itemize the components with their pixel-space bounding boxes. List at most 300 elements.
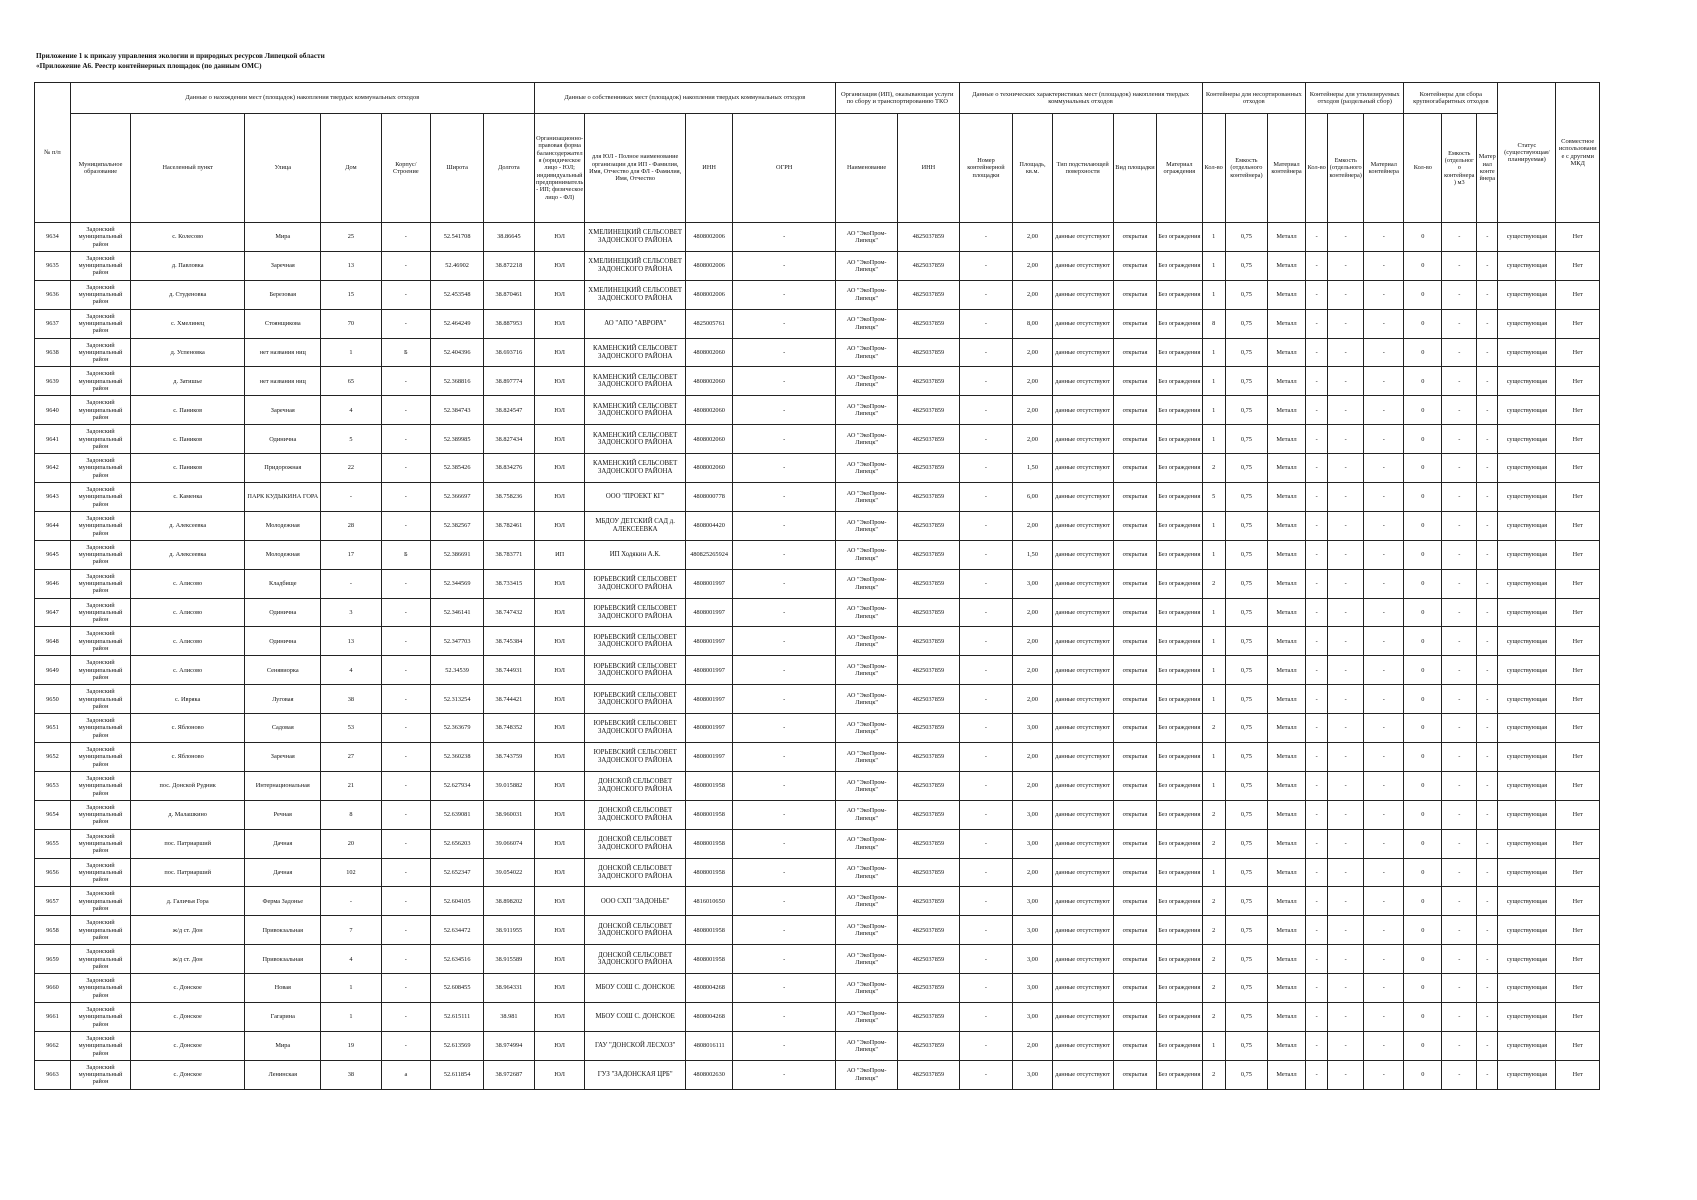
cell-surface-type: данные отсутствуют xyxy=(1052,829,1113,858)
cell-recycled-capacity: - xyxy=(1328,945,1364,974)
table-body xyxy=(35,223,1600,1090)
cell-fence-material: Без ограждения xyxy=(1157,974,1202,1003)
cell-surface-type: данные отсутствуют xyxy=(1052,367,1113,396)
cell-site-number: - xyxy=(959,771,1013,800)
cell-recycled-capacity: - xyxy=(1328,714,1364,743)
cell-status: существующая xyxy=(1498,540,1556,569)
cell-owner-name: АО "АПО "АВРОРА" xyxy=(585,309,685,338)
cell-recycled-material: - xyxy=(1364,858,1404,887)
cell-house: 70 xyxy=(321,309,381,338)
cell-settlement: с. Яблоново xyxy=(131,714,245,743)
cell-org-name: АО "ЭкоПром-Липецк" xyxy=(835,511,897,540)
col-recycled-material: Материал контейнера xyxy=(1364,114,1404,223)
cell-fence-material: Без ограждения xyxy=(1157,540,1202,569)
cell-bulky-capacity: - xyxy=(1442,714,1477,743)
cell-legal-form: ЮЛ xyxy=(534,858,585,887)
cell-street: Сенявиорка xyxy=(245,656,321,685)
cell-longitude: 38.960031 xyxy=(484,800,535,829)
cell-area: 3,00 xyxy=(1013,1060,1052,1089)
cell-unsorted-count: 2 xyxy=(1202,1060,1225,1089)
cell-longitude: 38.747432 xyxy=(484,598,535,627)
cell-unsorted-count: 2 xyxy=(1202,714,1225,743)
cell-shared-use: Нет xyxy=(1556,338,1600,367)
cell-surface-type: данные отсутствуют xyxy=(1052,858,1113,887)
cell-recycled-capacity: - xyxy=(1328,338,1364,367)
cell-site-type: открытая xyxy=(1113,251,1156,280)
cell-row-number: 9647 xyxy=(35,598,71,627)
cell-site-type: открытая xyxy=(1113,511,1156,540)
cell-unsorted-capacity: 0,75 xyxy=(1225,454,1267,483)
cell-owner-inn: 4808002006 xyxy=(685,280,733,309)
cell-unsorted-material: Металл xyxy=(1268,685,1306,714)
cell-fence-material: Без ограждения xyxy=(1157,367,1202,396)
cell-shared-use: Нет xyxy=(1556,483,1600,512)
cell-row-number: 9658 xyxy=(35,916,71,945)
col-house: Дом xyxy=(321,114,381,223)
cell-house: 4 xyxy=(321,945,381,974)
cell-unsorted-material: Металл xyxy=(1268,714,1306,743)
cell-fence-material: Без ограждения xyxy=(1157,887,1202,916)
cell-settlement: д. Успеновка xyxy=(131,338,245,367)
cell-shared-use: Нет xyxy=(1556,511,1600,540)
cell-unsorted-capacity: 0,75 xyxy=(1225,1031,1267,1060)
cell-org-inn: 4825037859 xyxy=(898,974,959,1003)
cell-bulky-material: - xyxy=(1477,223,1498,252)
cell-owner-name: КАМЕНСКИЙ СЕЛЬСОВЕТ ЗАДОНСКОГО РАЙОНА xyxy=(585,367,685,396)
col-shared-use: Совместное использование с другими МКД xyxy=(1556,83,1600,223)
cell-row-number: 9638 xyxy=(35,338,71,367)
cell-fence-material: Без ограждения xyxy=(1157,1060,1202,1089)
cell-surface-type: данные отсутствуют xyxy=(1052,338,1113,367)
cell-shared-use: Нет xyxy=(1556,743,1600,772)
cell-org-inn: 4825037859 xyxy=(898,223,959,252)
cell-unsorted-capacity: 0,75 xyxy=(1225,511,1267,540)
cell-street: Мира xyxy=(245,223,321,252)
cell-bulky-capacity: - xyxy=(1442,1003,1477,1032)
cell-owner-inn: 4808001997 xyxy=(685,598,733,627)
cell-owner-name: ХМЕЛИНЕЦКИЙ СЕЛЬСОВЕТ ЗАДОНСКОГО РАЙОНА xyxy=(585,223,685,252)
table-row xyxy=(35,714,1600,743)
cell-bulky-capacity: - xyxy=(1442,280,1477,309)
cell-latitude: 52.604105 xyxy=(431,887,484,916)
cell-bulky-material: - xyxy=(1477,569,1498,598)
cell-bulky-material: - xyxy=(1477,800,1498,829)
cell-legal-form: ЮЛ xyxy=(534,627,585,656)
col-municipality: Муниципальное образование xyxy=(70,114,130,223)
cell-latitude: 52.627934 xyxy=(431,771,484,800)
cell-recycled-count: - xyxy=(1306,251,1328,280)
cell-legal-form: ЮЛ xyxy=(534,685,585,714)
cell-owner-ogrn: - xyxy=(733,916,836,945)
cell-org-inn: 4825037859 xyxy=(898,309,959,338)
cell-house: - xyxy=(321,887,381,916)
cell-longitude: 38.86645 xyxy=(484,223,535,252)
cell-area: 1,50 xyxy=(1013,454,1052,483)
cell-bulky-count: 0 xyxy=(1404,280,1442,309)
cell-recycled-count: - xyxy=(1306,1060,1328,1089)
cell-municipality: Задонский муниципальный район xyxy=(70,1060,130,1089)
cell-unsorted-count: 1 xyxy=(1202,656,1225,685)
cell-legal-form: ЮЛ xyxy=(534,974,585,1003)
cell-unsorted-material: Металл xyxy=(1268,945,1306,974)
cell-status: существующая xyxy=(1498,569,1556,598)
cell-row-number: 9662 xyxy=(35,1031,71,1060)
cell-legal-form: ЮЛ xyxy=(534,511,585,540)
cell-org-inn: 4825037859 xyxy=(898,945,959,974)
cell-street: Интернациональная xyxy=(245,771,321,800)
cell-status: существующая xyxy=(1498,396,1556,425)
cell-unsorted-count: 1 xyxy=(1202,627,1225,656)
cell-area: 2,00 xyxy=(1013,338,1052,367)
cell-recycled-capacity: - xyxy=(1328,598,1364,627)
cell-bulky-material: - xyxy=(1477,945,1498,974)
cell-house: 25 xyxy=(321,223,381,252)
cell-site-type: открытая xyxy=(1113,743,1156,772)
table-row xyxy=(35,800,1600,829)
cell-recycled-material: - xyxy=(1364,223,1404,252)
cell-row-number: 9660 xyxy=(35,974,71,1003)
cell-municipality: Задонский муниципальный район xyxy=(70,945,130,974)
cell-recycled-count: - xyxy=(1306,280,1328,309)
table-row xyxy=(35,396,1600,425)
cell-building: - xyxy=(381,887,431,916)
cell-bulky-count: 0 xyxy=(1404,916,1442,945)
cell-fence-material: Без ограждения xyxy=(1157,800,1202,829)
cell-owner-ogrn: - xyxy=(733,367,836,396)
cell-bulky-capacity: - xyxy=(1442,454,1477,483)
cell-street: Дачная xyxy=(245,829,321,858)
cell-unsorted-material: Металл xyxy=(1268,338,1306,367)
cell-recycled-count: - xyxy=(1306,887,1328,916)
cell-owner-ogrn: - xyxy=(733,280,836,309)
cell-recycled-material: - xyxy=(1364,367,1404,396)
cell-recycled-material: - xyxy=(1364,1031,1404,1060)
cell-recycled-material: - xyxy=(1364,454,1404,483)
cell-unsorted-count: 1 xyxy=(1202,540,1225,569)
cell-unsorted-capacity: 0,75 xyxy=(1225,1003,1267,1032)
cell-latitude: 52.615111 xyxy=(431,1003,484,1032)
cell-bulky-capacity: - xyxy=(1442,945,1477,974)
cell-org-inn: 4825037859 xyxy=(898,887,959,916)
cell-shared-use: Нет xyxy=(1556,800,1600,829)
cell-bulky-count: 0 xyxy=(1404,887,1442,916)
cell-owner-ogrn: - xyxy=(733,309,836,338)
cell-building: - xyxy=(381,685,431,714)
cell-status: существующая xyxy=(1498,223,1556,252)
cell-longitude: 38.981 xyxy=(484,1003,535,1032)
col-status: Статус (существующая/ планируемая) xyxy=(1498,83,1556,223)
cell-building: - xyxy=(381,425,431,454)
cell-municipality: Задонский муниципальный район xyxy=(70,454,130,483)
cell-settlement: с. Паников xyxy=(131,454,245,483)
cell-area: 3,00 xyxy=(1013,887,1052,916)
cell-org-name: АО "ЭкоПром-Липецк" xyxy=(835,483,897,512)
cell-recycled-capacity: - xyxy=(1328,511,1364,540)
cell-settlement: с. Хмелинец xyxy=(131,309,245,338)
cell-owner-name: ЮРЬЕВСКИЙ СЕЛЬСОВЕТ ЗАДОНСКОГО РАЙОНА xyxy=(585,627,685,656)
cell-recycled-capacity: - xyxy=(1328,829,1364,858)
cell-org-name: АО "ЭкоПром-Липецк" xyxy=(835,280,897,309)
cell-bulky-count: 0 xyxy=(1404,1031,1442,1060)
cell-legal-form: ЮЛ xyxy=(534,1003,585,1032)
cell-municipality: Задонский муниципальный район xyxy=(70,425,130,454)
cell-status: существующая xyxy=(1498,1003,1556,1032)
cell-unsorted-count: 1 xyxy=(1202,743,1225,772)
cell-site-type: открытая xyxy=(1113,1060,1156,1089)
cell-owner-name: ДОНСКОЙ СЕЛЬСОВЕТ ЗАДОНСКОГО РАЙОНА xyxy=(585,916,685,945)
cell-recycled-material: - xyxy=(1364,396,1404,425)
cell-legal-form: ЮЛ xyxy=(534,223,585,252)
table-row xyxy=(35,916,1600,945)
cell-unsorted-material: Металл xyxy=(1268,396,1306,425)
cell-area: 2,00 xyxy=(1013,656,1052,685)
cell-recycled-material: - xyxy=(1364,280,1404,309)
cell-owner-name: ООО "ПРОЕКТ КГ" xyxy=(585,483,685,512)
cell-longitude: 38.870461 xyxy=(484,280,535,309)
cell-bulky-capacity: - xyxy=(1442,627,1477,656)
cell-shared-use: Нет xyxy=(1556,945,1600,974)
cell-unsorted-capacity: 0,75 xyxy=(1225,685,1267,714)
cell-unsorted-material: Металл xyxy=(1268,598,1306,627)
col-longitude: Долгота xyxy=(484,114,535,223)
cell-bulky-count: 0 xyxy=(1404,974,1442,1003)
cell-owner-inn: 4808004420 xyxy=(685,511,733,540)
cell-building: - xyxy=(381,511,431,540)
cell-org-name: АО "ЭкоПром-Липецк" xyxy=(835,858,897,887)
cell-owner-inn: 4808002630 xyxy=(685,1060,733,1089)
cell-latitude: 52.453548 xyxy=(431,280,484,309)
col-street: Улица xyxy=(245,114,321,223)
cell-owner-inn: 4808002060 xyxy=(685,454,733,483)
cell-site-number: - xyxy=(959,1060,1013,1089)
cell-fence-material: Без ограждения xyxy=(1157,598,1202,627)
cell-surface-type: данные отсутствуют xyxy=(1052,511,1113,540)
cell-status: существующая xyxy=(1498,858,1556,887)
cell-settlement: пос. Патриарший xyxy=(131,829,245,858)
cell-longitude: 38.872218 xyxy=(484,251,535,280)
cell-street: Березовая xyxy=(245,280,321,309)
cell-unsorted-capacity: 0,75 xyxy=(1225,338,1267,367)
cell-street: Заречная xyxy=(245,251,321,280)
cell-building: - xyxy=(381,771,431,800)
cell-bulky-count: 0 xyxy=(1404,1060,1442,1089)
cell-shared-use: Нет xyxy=(1556,1031,1600,1060)
cell-owner-inn: 4808004268 xyxy=(685,1003,733,1032)
cell-bulky-capacity: - xyxy=(1442,800,1477,829)
cell-legal-form: ЮЛ xyxy=(534,425,585,454)
cell-house: 65 xyxy=(321,367,381,396)
cell-municipality: Задонский муниципальный район xyxy=(70,511,130,540)
cell-settlement: с. Донское xyxy=(131,1031,245,1060)
col-owner-inn: ИНН xyxy=(685,114,733,223)
cell-site-number: - xyxy=(959,1003,1013,1032)
cell-owner-inn: 4808001997 xyxy=(685,743,733,772)
cell-bulky-count: 0 xyxy=(1404,396,1442,425)
cell-recycled-material: - xyxy=(1364,771,1404,800)
cell-org-name: АО "ЭкоПром-Липецк" xyxy=(835,887,897,916)
cell-owner-name: ДОНСКОЙ СЕЛЬСОВЕТ ЗАДОНСКОГО РАЙОНА xyxy=(585,771,685,800)
cell-surface-type: данные отсутствуют xyxy=(1052,627,1113,656)
cell-building: - xyxy=(381,598,431,627)
cell-unsorted-capacity: 0,75 xyxy=(1225,714,1267,743)
cell-unsorted-material: Металл xyxy=(1268,743,1306,772)
table-row xyxy=(35,945,1600,974)
cell-owner-name: ЮРЬЕВСКИЙ СЕЛЬСОВЕТ ЗАДОНСКОГО РАЙОНА xyxy=(585,685,685,714)
cell-site-number: - xyxy=(959,454,1013,483)
cell-recycled-capacity: - xyxy=(1328,367,1364,396)
cell-site-number: - xyxy=(959,511,1013,540)
cell-row-number: 9640 xyxy=(35,396,71,425)
cell-area: 3,00 xyxy=(1013,800,1052,829)
cell-shared-use: Нет xyxy=(1556,714,1600,743)
cell-unsorted-capacity: 0,75 xyxy=(1225,771,1267,800)
cell-bulky-count: 0 xyxy=(1404,771,1442,800)
cell-unsorted-material: Металл xyxy=(1268,887,1306,916)
header-line-1: Приложение 1 к приказу управления экологии и природных ресурсов Липецкой области xyxy=(36,52,325,60)
cell-org-inn: 4825037859 xyxy=(898,483,959,512)
cell-house: 38 xyxy=(321,685,381,714)
table-row xyxy=(35,858,1600,887)
cell-org-inn: 4825037859 xyxy=(898,685,959,714)
cell-status: существующая xyxy=(1498,367,1556,396)
cell-site-number: - xyxy=(959,829,1013,858)
cell-surface-type: данные отсутствуют xyxy=(1052,396,1113,425)
cell-owner-ogrn: - xyxy=(733,511,836,540)
cell-shared-use: Нет xyxy=(1556,656,1600,685)
cell-fence-material: Без ограждения xyxy=(1157,743,1202,772)
cell-row-number: 9635 xyxy=(35,251,71,280)
table-row xyxy=(35,887,1600,916)
cell-building: - xyxy=(381,251,431,280)
cell-site-type: открытая xyxy=(1113,685,1156,714)
cell-owner-ogrn: - xyxy=(733,540,836,569)
cell-site-number: - xyxy=(959,425,1013,454)
cell-fence-material: Без ограждения xyxy=(1157,945,1202,974)
cell-unsorted-count: 1 xyxy=(1202,858,1225,887)
cell-settlement: д. Алексеевка xyxy=(131,540,245,569)
cell-unsorted-material: Металл xyxy=(1268,483,1306,512)
cell-latitude: 52.385426 xyxy=(431,454,484,483)
cell-longitude: 38.834276 xyxy=(484,454,535,483)
cell-house: 13 xyxy=(321,251,381,280)
cell-recycled-count: - xyxy=(1306,829,1328,858)
cell-municipality: Задонский муниципальный район xyxy=(70,367,130,396)
cell-org-name: АО "ЭкоПром-Липецк" xyxy=(835,598,897,627)
cell-unsorted-capacity: 0,75 xyxy=(1225,280,1267,309)
cell-fence-material: Без ограждения xyxy=(1157,425,1202,454)
cell-surface-type: данные отсутствуют xyxy=(1052,945,1113,974)
cell-bulky-capacity: - xyxy=(1442,1031,1477,1060)
table-row xyxy=(35,223,1600,252)
cell-row-number: 9637 xyxy=(35,309,71,338)
cell-site-number: - xyxy=(959,743,1013,772)
table-row xyxy=(35,743,1600,772)
cell-latitude: 52.639081 xyxy=(431,800,484,829)
cell-area: 2,00 xyxy=(1013,280,1052,309)
cell-owner-inn: 4808002060 xyxy=(685,425,733,454)
cell-bulky-material: - xyxy=(1477,887,1498,916)
cell-row-number: 9663 xyxy=(35,1060,71,1089)
cell-unsorted-count: 8 xyxy=(1202,309,1225,338)
cell-owner-name: КАМЕНСКИЙ СЕЛЬСОВЕТ ЗАДОНСКОГО РАЙОНА xyxy=(585,454,685,483)
cell-recycled-material: - xyxy=(1364,483,1404,512)
cell-recycled-material: - xyxy=(1364,1060,1404,1089)
cell-municipality: Задонский муниципальный район xyxy=(70,280,130,309)
cell-area: 2,00 xyxy=(1013,743,1052,772)
cell-site-type: открытая xyxy=(1113,656,1156,685)
cell-row-number: 9653 xyxy=(35,771,71,800)
cell-municipality: Задонский муниципальный район xyxy=(70,598,130,627)
cell-unsorted-capacity: 0,75 xyxy=(1225,858,1267,887)
cell-house: 13 xyxy=(321,627,381,656)
cell-site-type: открытая xyxy=(1113,1031,1156,1060)
cell-recycled-count: - xyxy=(1306,1031,1328,1060)
cell-owner-name: ХМЕЛИНЕЦКИЙ СЕЛЬСОВЕТ ЗАДОНСКОГО РАЙОНА xyxy=(585,280,685,309)
cell-latitude: 52.611854 xyxy=(431,1060,484,1089)
cell-owner-inn: 4808001958 xyxy=(685,858,733,887)
cell-recycled-count: - xyxy=(1306,223,1328,252)
cell-unsorted-material: Металл xyxy=(1268,974,1306,1003)
cell-owner-name: КАМЕНСКИЙ СЕЛЬСОВЕТ ЗАДОНСКОГО РАЙОНА xyxy=(585,396,685,425)
cell-house: 28 xyxy=(321,511,381,540)
cell-bulky-count: 0 xyxy=(1404,511,1442,540)
cell-municipality: Задонский муниципальный район xyxy=(70,540,130,569)
cell-legal-form: ЮЛ xyxy=(534,714,585,743)
cell-recycled-material: - xyxy=(1364,974,1404,1003)
cell-shared-use: Нет xyxy=(1556,540,1600,569)
cell-area: 2,00 xyxy=(1013,396,1052,425)
cell-owner-name: ООО СХП "ЗАДОНЬЕ" xyxy=(585,887,685,916)
cell-house: 4 xyxy=(321,656,381,685)
cell-bulky-material: - xyxy=(1477,858,1498,887)
cell-owner-inn: 4808004268 xyxy=(685,974,733,1003)
cell-row-number: 9636 xyxy=(35,280,71,309)
cell-org-name: АО "ЭкоПром-Липецк" xyxy=(835,1003,897,1032)
table-row xyxy=(35,627,1600,656)
cell-owner-inn: 4808002060 xyxy=(685,396,733,425)
cell-bulky-material: - xyxy=(1477,454,1498,483)
cell-surface-type: данные отсутствуют xyxy=(1052,598,1113,627)
cell-owner-name: ГУЗ "ЗАДОНСКАЯ ЦРБ" xyxy=(585,1060,685,1089)
cell-unsorted-count: 1 xyxy=(1202,338,1225,367)
col-building: Корпус/Строение xyxy=(381,114,431,223)
table-row xyxy=(35,656,1600,685)
document-header xyxy=(36,51,325,71)
cell-unsorted-material: Металл xyxy=(1268,251,1306,280)
cell-municipality: Задонский муниципальный район xyxy=(70,656,130,685)
cell-unsorted-count: 1 xyxy=(1202,223,1225,252)
table-head xyxy=(35,83,1600,223)
cell-house: - xyxy=(321,569,381,598)
cell-owner-ogrn: - xyxy=(733,743,836,772)
cell-house: 1 xyxy=(321,1003,381,1032)
cell-recycled-material: - xyxy=(1364,511,1404,540)
cell-status: существующая xyxy=(1498,627,1556,656)
cell-longitude: 38.898202 xyxy=(484,887,535,916)
cell-area: 3,00 xyxy=(1013,916,1052,945)
cell-legal-form: ЮЛ xyxy=(534,251,585,280)
cell-owner-inn: 4808001958 xyxy=(685,800,733,829)
cell-house: - xyxy=(321,483,381,512)
cell-bulky-capacity: - xyxy=(1442,309,1477,338)
cell-latitude: 52.386691 xyxy=(431,540,484,569)
col-unsorted-capacity: Емкость (отдельного контейнера) xyxy=(1225,114,1267,223)
cell-recycled-capacity: - xyxy=(1328,569,1364,598)
cell-owner-ogrn: - xyxy=(733,945,836,974)
cell-legal-form: ЮЛ xyxy=(534,1060,585,1089)
cell-row-number: 9654 xyxy=(35,800,71,829)
col-site-type: Вид площадки xyxy=(1113,114,1156,223)
